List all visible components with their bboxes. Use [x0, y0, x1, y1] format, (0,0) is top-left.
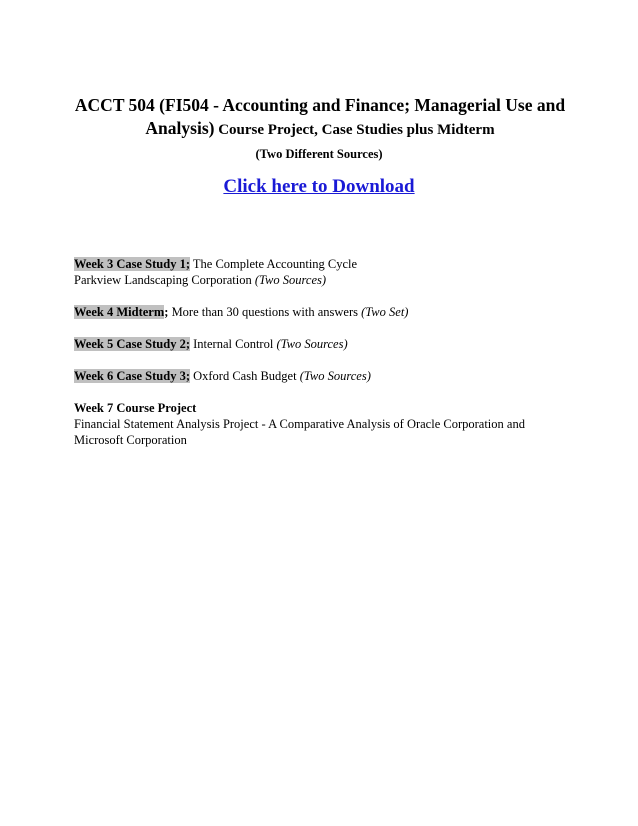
- item-note: (Two Sources): [299, 369, 371, 383]
- subtitle: (Two Different Sources): [255, 147, 383, 161]
- item-text: More than 30 questions with answers: [168, 305, 362, 319]
- item-text: The Complete Accounting Cycle: [189, 257, 358, 271]
- list-item-week-6: [74, 368, 574, 384]
- list-item-week-7: [74, 400, 574, 448]
- title-line-1: ACCT 504 (FI504 - Accounting and Finance; Managerial Use and: [74, 95, 566, 115]
- item-line: [74, 304, 574, 320]
- item-heading: Week 6 Case Study 3;: [74, 369, 190, 383]
- item-text: Oxford Cash Budget: [189, 369, 300, 383]
- item-line: [74, 368, 574, 384]
- item-heading: Week 3 Case Study 1;: [74, 257, 190, 271]
- item-heading: Week 5 Case Study 2;: [74, 337, 190, 351]
- list-item-week-4: [74, 304, 574, 320]
- item-note: (Two Sources): [254, 273, 327, 287]
- item-line: [74, 272, 574, 288]
- item-text: Microsoft Corporation: [74, 433, 187, 447]
- item-note: (Two Set): [361, 305, 409, 319]
- content-list: [74, 256, 574, 464]
- item-heading: Week 4 Midterm: [74, 305, 165, 319]
- item-text: Financial Statement Analysis Project - A Comparative Analysis of Oracle Corporation and: [74, 417, 525, 431]
- item-heading: Week 7 Course Project: [74, 401, 197, 415]
- document-title: [70, 94, 570, 142]
- list-item-week-3: [74, 256, 574, 288]
- list-item-week-5: [74, 336, 574, 352]
- item-separator: ;: [164, 305, 169, 319]
- item-line: [74, 256, 574, 272]
- title-line-2-main: Analysis): [145, 118, 215, 138]
- download-link-container: [0, 176, 638, 198]
- title-line-2: [70, 117, 570, 142]
- title-line-2-suffix: Course Project, Case Studies plus Midterm: [214, 122, 495, 138]
- item-text: Parkview Landscaping Corporation: [74, 273, 255, 287]
- item-line: [74, 336, 574, 352]
- item-note: (Two Sources): [276, 337, 348, 351]
- download-link[interactable]: Click here to Download: [223, 176, 415, 197]
- item-text: Internal Control: [189, 337, 277, 351]
